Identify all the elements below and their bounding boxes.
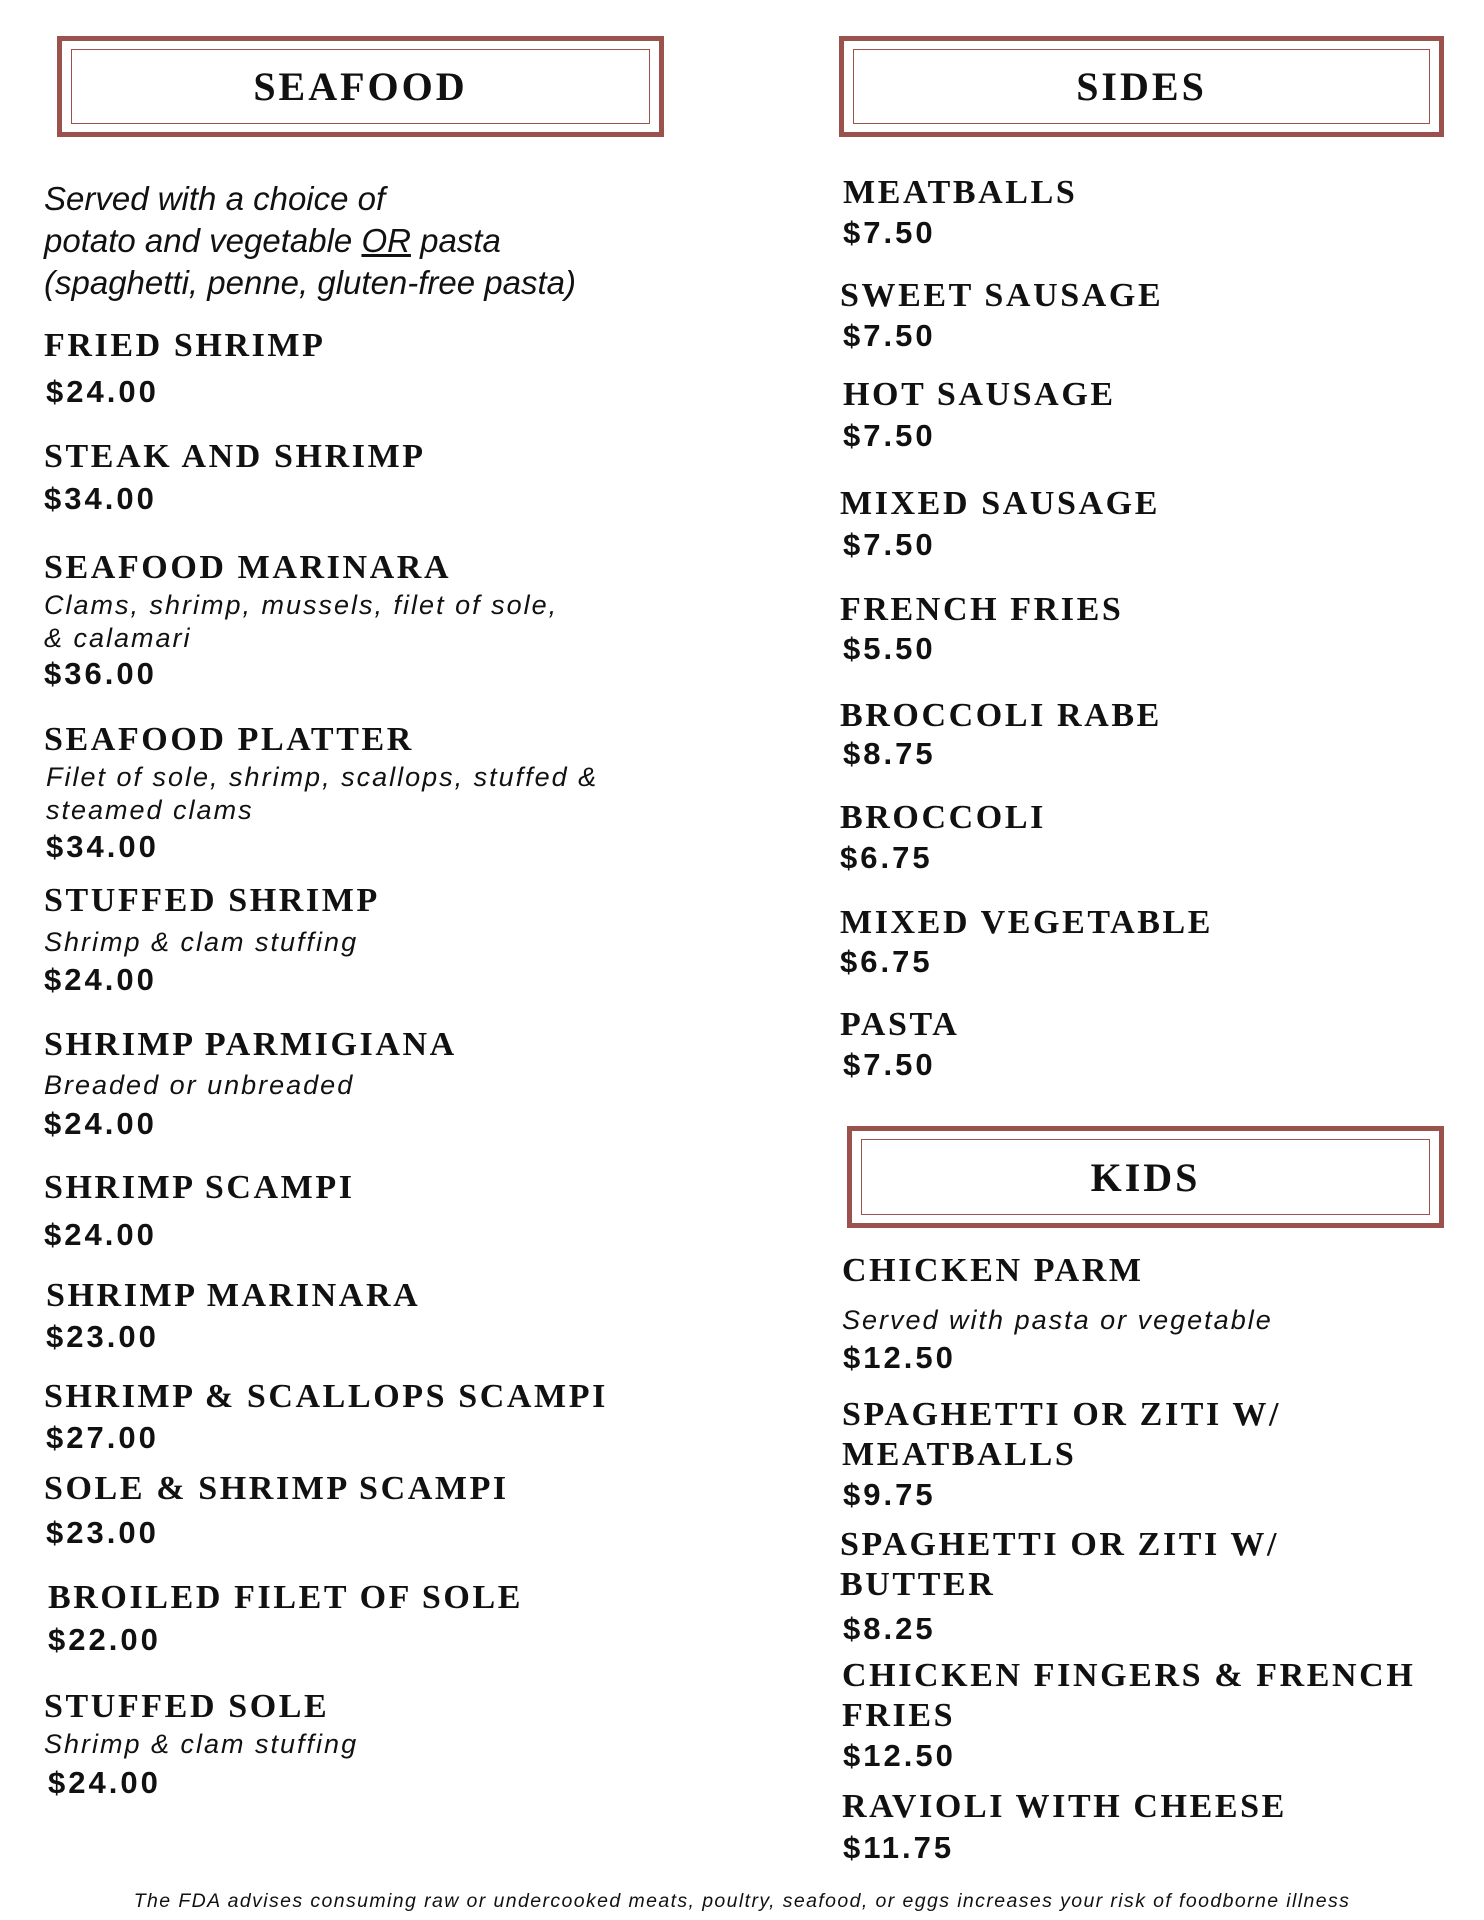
seafood-item-broiled-filet-of-sole-price: $22.00: [48, 1622, 161, 1657]
sides-item-mixed-sausage-name: MIXED SAUSAGE: [840, 485, 1161, 522]
sides-item-hot-sausage-name: HOT SAUSAGE: [843, 376, 1116, 413]
seafood-item-shrimp-scallops-scampi-name: SHRIMP & SCALLOPS SCAMPI: [44, 1378, 608, 1415]
kids-item-chicken-parm-price: $12.50: [843, 1340, 956, 1375]
fda-advisory-footer: The FDA advises consuming raw or undercooked meats, poultry, seafood, or eggs increases your risk of foodborne illness: [133, 1890, 1351, 1912]
seafood-item-stuffed-shrimp-name: STUFFED SHRIMP: [44, 882, 380, 919]
seafood-item-stuffed-sole-price: $24.00: [48, 1765, 161, 1800]
sides-item-french-fries-name: FRENCH FRIES: [840, 591, 1124, 628]
kids-item-ravioli-with-cheese-name: RAVIOLI WITH CHEESE: [842, 1788, 1287, 1825]
seafood-item-seafood-platter-name: SEAFOOD PLATTER: [44, 721, 414, 758]
sides-header-inner-frame: [853, 49, 1430, 124]
kids-header-inner-frame: [861, 1139, 1430, 1215]
intro-line2-before: potato and vegetable: [44, 222, 362, 259]
sides-item-hot-sausage-price: $7.50: [843, 418, 936, 453]
intro-line2-after: pasta: [410, 222, 501, 259]
sides-item-broccoli-rabe-price: $8.75: [843, 736, 936, 771]
sides-item-broccoli-rabe-name: BROCCOLI RABE: [840, 697, 1162, 734]
sides-item-pasta-price: $7.50: [843, 1047, 936, 1082]
kids-item-spaghetti-or-ziti-w-butter-name: SPAGHETTI OR ZITI W/ BUTTER: [840, 1526, 1280, 1603]
seafood-intro-line3: (spaghetti, penne, gluten-free pasta): [44, 264, 577, 301]
seafood-item-sole-shrimp-scampi-name: SOLE & SHRIMP SCAMPI: [44, 1470, 509, 1507]
kids-item-spaghetti-or-ziti-w-butter-price: $8.25: [843, 1611, 936, 1646]
seafood-item-sole-shrimp-scampi-price: $23.00: [46, 1515, 159, 1550]
kids-header: [847, 1126, 1444, 1228]
sides-item-mixed-vegetable-name: MIXED VEGETABLE: [840, 904, 1214, 941]
seafood-item-stuffed-sole-description: Shrimp & clam stuffing: [44, 1729, 359, 1759]
sides-header: [839, 36, 1444, 137]
sides-item-pasta-name: PASTA: [840, 1006, 960, 1043]
seafood-item-stuffed-shrimp-price: $24.00: [44, 962, 157, 997]
seafood-item-shrimp-parmigiana-price: $24.00: [44, 1106, 157, 1141]
seafood-intro-line2: [44, 220, 576, 262]
seafood-header: [57, 36, 664, 137]
seafood-item-fried-shrimp-name: FRIED SHRIMP: [44, 327, 326, 364]
sides-item-broccoli-price: $6.75: [840, 840, 933, 875]
seafood-item-shrimp-scampi-name: SHRIMP SCAMPI: [44, 1169, 355, 1206]
seafood-item-seafood-marinara-name: SEAFOOD MARINARA: [44, 549, 452, 586]
seafood-item-steak-and-shrimp-name: STEAK AND SHRIMP: [44, 438, 426, 475]
kids-title: KIDS: [1090, 1154, 1201, 1200]
kids-item-chicken-parm-description: Served with pasta or vegetable: [842, 1305, 1273, 1335]
seafood-item-broiled-filet-of-sole-name: BROILED FILET OF SOLE: [48, 1579, 524, 1616]
kids-item-chicken-parm-name: CHICKEN PARM: [842, 1252, 1144, 1289]
seafood-item-shrimp-marinara-name: SHRIMP MARINARA: [46, 1277, 421, 1314]
kids-item-chicken-fingers-french-fries-name: CHICKEN FINGERS & FRENCH FRIES: [842, 1657, 1416, 1734]
sides-item-meatballs-name: MEATBALLS: [843, 174, 1078, 211]
seafood-item-stuffed-shrimp-description: Shrimp & clam stuffing: [44, 927, 359, 957]
seafood-item-seafood-marinara-description: Clams, shrimp, mussels, filet of sole, & calamari: [44, 590, 559, 653]
seafood-item-seafood-marinara-price: $36.00: [44, 656, 157, 691]
intro-or-underlined: OR: [361, 222, 411, 259]
seafood-item-seafood-platter-price: $34.00: [46, 829, 159, 864]
seafood-title: SEAFOOD: [253, 64, 468, 109]
seafood-item-shrimp-parmigiana-description: Breaded or unbreaded: [44, 1070, 355, 1100]
kids-item-chicken-fingers-french-fries-price: $12.50: [843, 1738, 956, 1773]
sides-item-french-fries-price: $5.50: [843, 631, 936, 666]
seafood-item-shrimp-scallops-scampi-price: $27.00: [46, 1420, 159, 1455]
seafood-item-fried-shrimp-price: $24.00: [46, 374, 159, 409]
seafood-header-inner-frame: [71, 49, 650, 124]
kids-item-spaghetti-or-ziti-w-meatballs-price: $9.75: [843, 1477, 936, 1512]
seafood-item-shrimp-marinara-price: $23.00: [46, 1319, 159, 1354]
sides-item-sweet-sausage-price: $7.50: [843, 318, 936, 353]
seafood-intro: [44, 178, 576, 304]
sides-item-mixed-vegetable-price: $6.75: [840, 944, 933, 979]
sides-item-meatballs-price: $7.50: [843, 215, 936, 250]
seafood-intro-line1: Served with a choice of: [44, 180, 386, 217]
sides-item-sweet-sausage-name: SWEET SAUSAGE: [840, 277, 1164, 314]
sides-item-mixed-sausage-price: $7.50: [843, 527, 936, 562]
seafood-item-shrimp-scampi-price: $24.00: [44, 1217, 157, 1252]
sides-item-broccoli-name: BROCCOLI: [840, 799, 1046, 836]
kids-item-spaghetti-or-ziti-w-meatballs-name: SPAGHETTI OR ZITI W/ MEATBALLS: [842, 1396, 1282, 1473]
seafood-item-stuffed-sole-name: STUFFED SOLE: [44, 1688, 330, 1725]
seafood-item-seafood-platter-description: Filet of sole, shrimp, scallops, stuffed & steamed clams: [46, 762, 599, 825]
seafood-item-shrimp-parmigiana-name: SHRIMP PARMIGIANA: [44, 1026, 457, 1063]
sides-title: SIDES: [1076, 64, 1207, 109]
seafood-item-steak-and-shrimp-price: $34.00: [44, 481, 157, 516]
kids-item-ravioli-with-cheese-price: $11.75: [843, 1830, 955, 1865]
